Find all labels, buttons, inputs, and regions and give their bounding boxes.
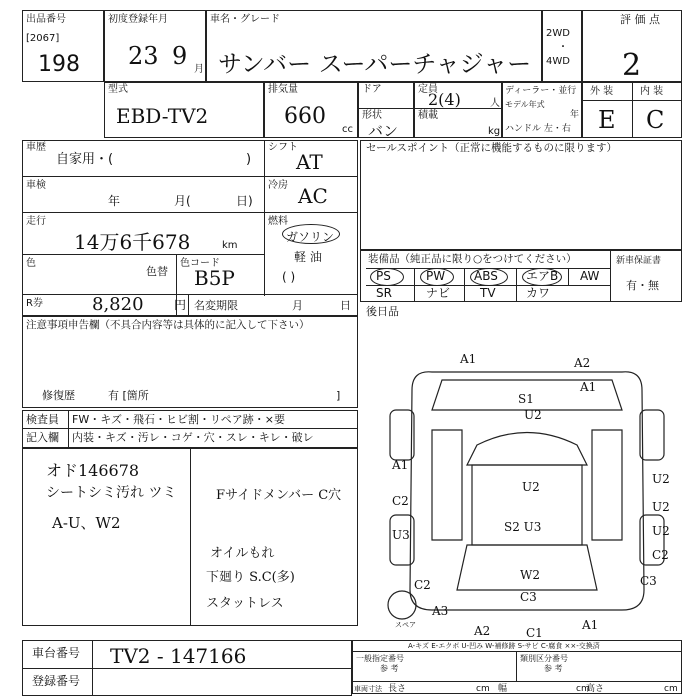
shaken-month: 月( <box>174 194 191 208</box>
color-change-label: 色替 <box>146 265 168 278</box>
mark-u2-right: U2 <box>652 472 670 486</box>
equip-airbag: エアB <box>526 269 559 283</box>
name-change-day: 日 <box>340 299 351 312</box>
divider <box>190 448 191 626</box>
displacement-label: 排気量 <box>268 84 298 95</box>
load-unit: kg <box>488 126 501 137</box>
hw-note-member: Fサイドメンバー C穴 <box>216 488 342 503</box>
drive-dot: ・ <box>558 42 568 53</box>
fuel-circle <box>282 224 340 244</box>
chassis-label: 車台番号 <box>32 646 81 660</box>
recycle-value: 8,820 <box>92 294 144 315</box>
mark-u2-right-3: U2 <box>652 524 670 538</box>
interior-value: C <box>646 106 665 134</box>
interior-label: 内 装 <box>640 86 664 97</box>
dealer-label: ディーラー・並行 <box>505 86 577 96</box>
drive-4wd: 4WD <box>546 56 570 67</box>
divider <box>22 668 352 669</box>
repair-label: 修復歴 <box>42 389 75 402</box>
inspector-row-1: FW・キズ・飛石・ヒビ割・リペア跡・×要 <box>72 413 285 426</box>
equip-sr: SR <box>376 286 392 300</box>
history-close: ) <box>246 152 252 167</box>
divider <box>92 640 93 696</box>
history-value: 自家用・( <box>56 152 114 167</box>
first-reg-label: 初度登録年月 <box>108 14 168 25</box>
equip-tv: TV <box>480 286 496 300</box>
mileage-unit: km <box>222 240 238 251</box>
hw-note-seat: シートシミ汚れ ツミ <box>46 485 177 501</box>
divider <box>568 268 569 285</box>
shape-value: バン <box>368 122 399 140</box>
car-name: サンバー スーパーチャジャー <box>218 50 532 78</box>
divider <box>22 176 358 177</box>
dim-label: 車両寸法 <box>354 685 382 693</box>
first-reg-month-unit: 月 <box>194 64 204 75</box>
equip-abs-circle <box>470 268 508 286</box>
handle-label: ハンドル 左・右 <box>505 124 571 134</box>
width-label: 幅 <box>498 684 508 694</box>
warranty-label: 新車保証書 <box>616 256 662 266</box>
equip-pw: PW <box>426 269 446 283</box>
fuel-value: ガソリン <box>286 230 335 244</box>
model-year-label: モデル年式 <box>505 100 545 109</box>
divider <box>22 294 358 295</box>
equip-abs: ABS <box>474 269 498 283</box>
mark-u2-roof: U2 <box>522 480 540 494</box>
designated-ref: 参 考 <box>380 664 399 673</box>
hw-note-oil: オイルもれ <box>210 546 275 561</box>
equip-navi: ナビ <box>426 286 451 300</box>
cooler-label: 冷房 <box>268 180 288 191</box>
mark-s2-u3: S2 U3 <box>504 520 542 534</box>
legend-line: A-キズ E-エクボ U-凹み W-補修跡 S-サビ C-腐食 ××-交換済 <box>408 642 600 650</box>
divider <box>22 212 358 213</box>
shaken-day: 日) <box>236 194 253 208</box>
hw-note-studless: スタットレス <box>206 596 284 611</box>
mark-w2: W2 <box>520 568 540 582</box>
hw-note-under: 下廻り S.C(多) <box>206 570 295 585</box>
divider <box>22 428 358 429</box>
classification-ref: 参 考 <box>544 664 563 673</box>
divider <box>610 250 611 302</box>
hw-note-odo: オド146678 <box>46 461 140 480</box>
capacity-unit: 人 <box>490 98 500 109</box>
recycle-unit: 円 <box>174 298 187 312</box>
inspector-label-1: 検査員 <box>26 413 59 426</box>
designated-label: 一般指定番号 <box>356 654 404 663</box>
divider <box>264 140 265 296</box>
divider <box>516 268 517 302</box>
fuel-diesel: 軽 油 <box>294 250 322 264</box>
sales-point-box <box>360 140 682 250</box>
equip-pw-circle <box>420 268 454 286</box>
width-cm: cm <box>576 684 590 694</box>
name-change-label: 名変期限 <box>194 299 238 312</box>
drive-2wd: 2WD <box>546 28 570 39</box>
load-label: 積載 <box>418 110 438 121</box>
mark-a1-extra: A1 <box>580 380 597 394</box>
first-reg-month: 9 <box>172 42 188 70</box>
exterior-label: 外 装 <box>590 86 614 97</box>
divider <box>414 268 415 302</box>
notes-label: 注意事項申告欄（不具合内容等は具体的に記入して下さい） <box>26 319 310 331</box>
equipment-label: 装備品（純正品に限り○をつけてください） <box>368 253 577 265</box>
height-label: 高さ <box>586 684 605 694</box>
mark-c2-rear: C2 <box>414 578 431 592</box>
length-label: 長さ <box>388 684 407 694</box>
mark-a2-rear: A2 <box>474 624 491 638</box>
divider <box>632 82 633 138</box>
equip-ps: PS <box>376 269 391 283</box>
recycle-label: R券 <box>26 298 43 309</box>
divider <box>516 651 517 681</box>
model-year-unit: 年 <box>570 110 580 120</box>
equip-aw: AW <box>580 269 600 283</box>
mark-a1-rear: A1 <box>582 618 599 632</box>
mark-u3-left: U3 <box>392 528 410 542</box>
repair-close: ] <box>336 389 341 402</box>
mark-a1-left: A1 <box>392 458 409 472</box>
lot-number: 198 <box>38 52 80 77</box>
cooler-value: AC <box>298 184 328 208</box>
lot-label: 出品番号 <box>26 14 66 25</box>
inspector-row-2: 内装・キズ・汚レ・コゲ・穴・スレ・キレ・破レ <box>72 431 314 444</box>
equip-ps-circle <box>370 268 404 286</box>
displacement-value: 660 <box>284 104 326 129</box>
divider <box>188 294 189 316</box>
rating-value: 2 <box>622 48 642 83</box>
mark-a3: A3 <box>432 604 449 618</box>
height-cm: cm <box>664 684 678 694</box>
hw-note-au: A-U、W2 <box>52 514 121 532</box>
equip-leather: カワ <box>526 286 551 300</box>
mark-u2-front: U2 <box>524 408 542 422</box>
repair-value: 有 [箇所 <box>108 389 149 402</box>
color-code-label: 色コード <box>180 258 220 269</box>
diagram-spare: スペア <box>395 621 416 629</box>
warranty-value: 有・無 <box>626 279 659 292</box>
mark-c2-left: C2 <box>392 494 409 508</box>
first-reg-year: 23 <box>128 42 159 70</box>
name-change-month: 月 <box>292 299 303 312</box>
shaken-label: 車検 <box>26 180 46 191</box>
chassis-value: TV2 - 147166 <box>110 644 247 668</box>
mark-c3-right: C3 <box>640 574 657 588</box>
shift-value: AT <box>296 150 323 174</box>
model-value: EBD-TV2 <box>116 104 209 128</box>
mark-a2-top: A2 <box>574 356 591 370</box>
mileage-label: 走行 <box>26 216 46 227</box>
mark-c2-right: C2 <box>652 548 669 562</box>
divider <box>352 681 682 682</box>
mark-c3-rear: C3 <box>520 590 537 604</box>
rating-label: 評 価 点 <box>620 13 660 26</box>
reg-label: 登録番号 <box>32 674 81 688</box>
history-label: 車歴 <box>26 142 46 153</box>
divider <box>352 651 682 652</box>
mark-s1: S1 <box>518 392 534 406</box>
sales-point-label: セールスポイント（正常に機能するものに限ります） <box>366 142 618 154</box>
car-name-label: 車名・グレード <box>210 14 280 25</box>
fuel-label: 燃料 <box>268 216 288 227</box>
mark-c1-rear: C1 <box>526 626 543 640</box>
divider <box>68 410 69 448</box>
exterior-value: E <box>598 106 616 134</box>
mark-a1-top: A1 <box>460 352 477 366</box>
equip-airbag-circle <box>522 268 562 286</box>
shaken-year: 年 <box>108 194 121 208</box>
length-cm: cm <box>476 684 490 694</box>
capacity-value: 2(4) <box>428 90 461 109</box>
color-label: 色 <box>26 258 36 269</box>
displacement-unit: cc <box>342 124 353 135</box>
divider <box>464 268 465 302</box>
divider <box>358 108 414 109</box>
after-market-label: 後日品 <box>366 305 399 318</box>
door-label: ドア <box>362 84 382 95</box>
shape-label: 形状 <box>362 110 382 121</box>
color-code-value: B5P <box>194 266 235 290</box>
classification-label: 類別区分番号 <box>520 654 568 663</box>
model-label: 型式 <box>108 84 128 95</box>
divider <box>414 108 502 109</box>
lot-sub: [2067] <box>26 33 60 44</box>
shift-label: シフト <box>268 142 298 153</box>
fuel-paren: ( ) <box>282 270 296 284</box>
mileage-value: 14万6千678 <box>74 230 191 254</box>
capacity-label: 定員 <box>418 84 438 95</box>
mark-u2-right-2: U2 <box>652 500 670 514</box>
inspector-label-2: 記入欄 <box>26 431 59 444</box>
